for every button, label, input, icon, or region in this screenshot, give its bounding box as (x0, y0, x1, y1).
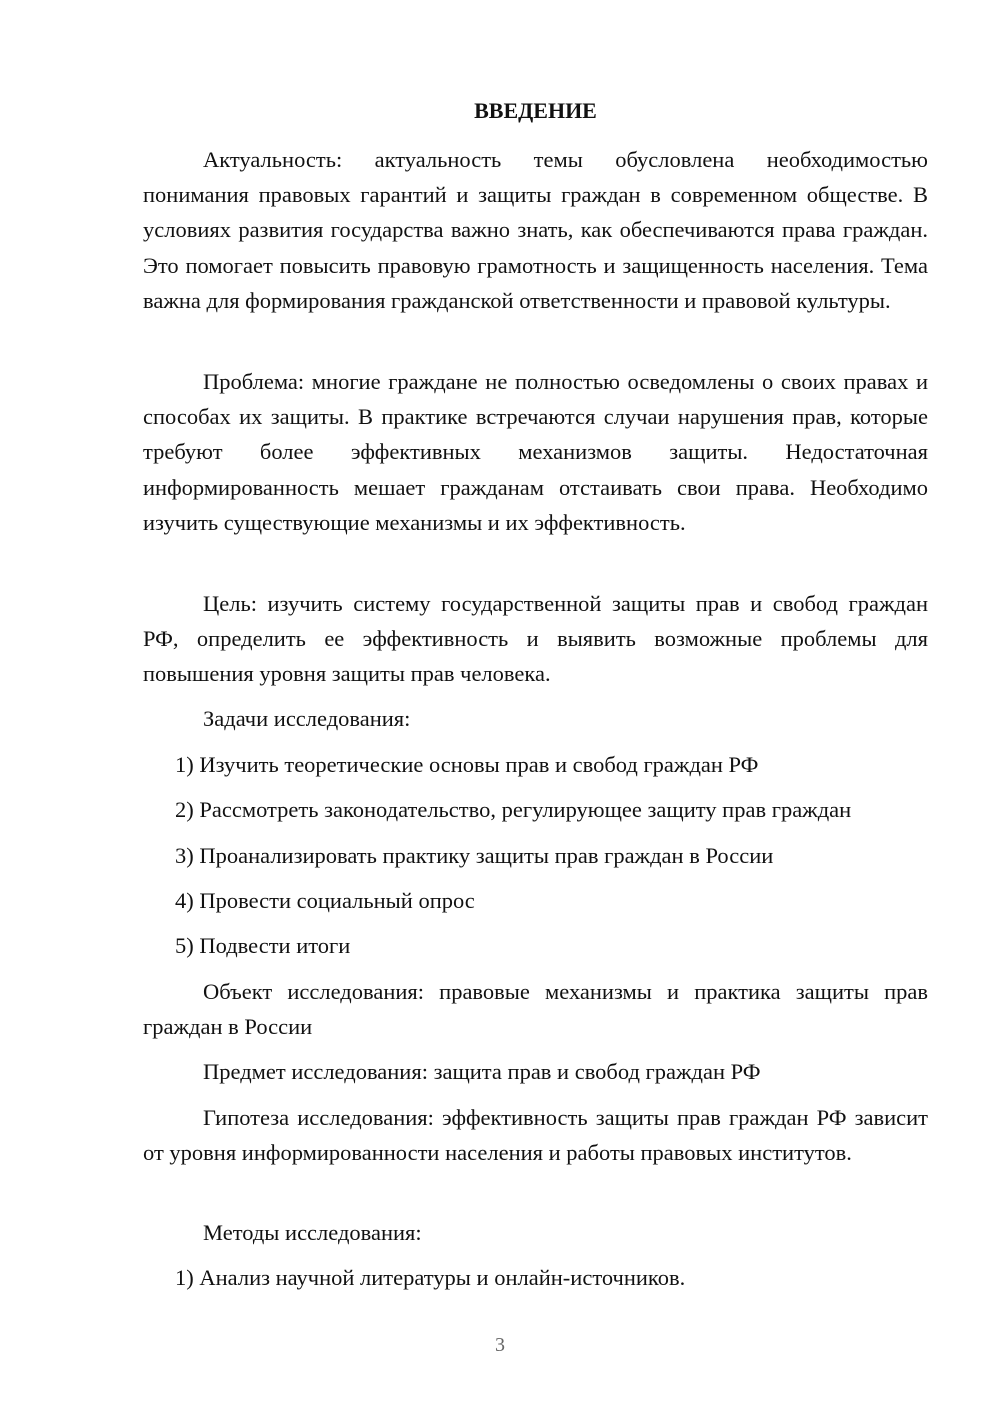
list-item: 2) Рассмотреть законодательство, регулирующее защиту прав граждан (175, 797, 852, 822)
goal-paragraph: Цель: изучить систему государственной защиты прав и свобод граждан РФ, определить ее эффективность и выявить возможные проблемы для повышения уровня защиты прав человека. (143, 591, 928, 687)
relevance-paragraph: Актуальность: актуальность темы обусловлена необходимостью понимания правовых гарантий и защиты граждан в современном обществе. В условиях развития государства важно знать, как обеспечиваются права граждан. Это помогает повысить правовую грамотность и защищенность населения. Тема важна для формирования гражданской ответственности и правовой культуры. (143, 147, 928, 313)
tasks-heading: Задачи исследования: (203, 706, 411, 731)
object-paragraph: Объект исследования: правовые механизмы и практика защиты прав граждан в России (143, 979, 928, 1040)
hypothesis-paragraph: Гипотеза исследования: эффективность защиты прав граждан РФ зависит от уровня информированности населения и работы правовых институтов. (143, 1105, 928, 1166)
methods-heading: Методы исследования: (203, 1220, 422, 1245)
list-item: 1) Изучить теоретические основы прав и свобод граждан РФ (175, 752, 759, 777)
problem-paragraph: Проблема: многие граждане не полностью осведомлены о своих правах и способах их защиты. В практике встречаются случаи нарушения прав, которые требуют более эффективных механизмов защиты. Недостаточная информированность мешает гражданам отстаивать свои права. Необходимо изучить существующие механизмы и их эффективность. (143, 369, 928, 535)
list-item: 4) Провести социальный опрос (175, 888, 475, 913)
list-item: 3) Проанализировать практику защиты прав граждан в России (175, 843, 774, 868)
page-title: ВВЕДЕНИЕ (474, 98, 597, 123)
subject-paragraph: Предмет исследования: защита прав и свобод граждан РФ (203, 1059, 761, 1084)
list-item: 5) Подвести итоги (175, 933, 351, 958)
list-item: 1) Анализ научной литературы и онлайн-источников. (175, 1265, 686, 1290)
page-number: 3 (495, 1334, 505, 1356)
